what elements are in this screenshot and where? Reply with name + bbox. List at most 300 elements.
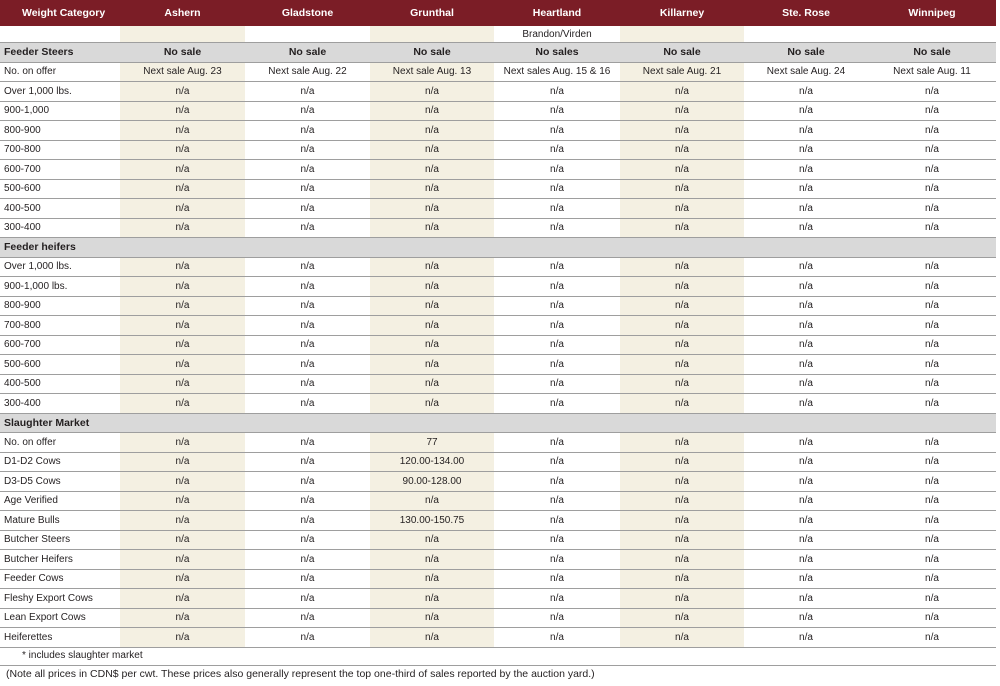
header-row bbox=[0, 0, 996, 26]
section-status-cell bbox=[868, 238, 996, 258]
price-cell-grunthal: n/a bbox=[370, 199, 494, 219]
price-cell-heartland: n/a bbox=[494, 452, 620, 472]
table-row bbox=[0, 335, 996, 355]
section-status-cell bbox=[744, 413, 868, 433]
price-cell-ste-rose: n/a bbox=[744, 316, 868, 336]
price-cell-gladstone: n/a bbox=[245, 374, 370, 394]
price-cell-killarney: n/a bbox=[620, 472, 744, 492]
row-label: 900-1,000 lbs. bbox=[0, 277, 120, 297]
row-label: Heiferettes bbox=[0, 628, 120, 648]
price-cell-killarney: n/a bbox=[620, 433, 744, 453]
row-label: 300-400 bbox=[0, 218, 120, 238]
section-status-cell: No sale bbox=[370, 43, 494, 63]
price-cell-gladstone: n/a bbox=[245, 589, 370, 609]
price-cell-ste-rose: n/a bbox=[744, 121, 868, 141]
footnote: * includes slaughter market bbox=[22, 650, 143, 661]
price-cell-killarney: n/a bbox=[620, 394, 744, 414]
price-cell-gladstone: n/a bbox=[245, 511, 370, 531]
row-label: 600-700 bbox=[0, 160, 120, 180]
price-cell-gladstone: n/a bbox=[245, 550, 370, 570]
price-cell-ashern: n/a bbox=[120, 530, 245, 550]
price-cell-winnipeg: n/a bbox=[868, 277, 996, 297]
table-row bbox=[0, 511, 996, 531]
price-cell-gladstone: n/a bbox=[245, 296, 370, 316]
section-status-cell bbox=[494, 413, 620, 433]
header-killarney: Killarney bbox=[620, 0, 744, 26]
price-cell-heartland: n/a bbox=[494, 335, 620, 355]
price-cell-ashern: n/a bbox=[120, 628, 245, 648]
table-row bbox=[0, 199, 996, 219]
price-cell-ashern: n/a bbox=[120, 140, 245, 160]
price-cell-grunthal: n/a bbox=[370, 355, 494, 375]
price-cell-grunthal: n/a bbox=[370, 394, 494, 414]
price-cell-gladstone: n/a bbox=[245, 121, 370, 141]
price-cell-winnipeg: n/a bbox=[868, 218, 996, 238]
price-cell-killarney: n/a bbox=[620, 628, 744, 648]
price-cell-grunthal: Next sale Aug. 13 bbox=[370, 62, 494, 82]
price-cell-winnipeg: Next sale Aug. 11 bbox=[868, 62, 996, 82]
price-cell-winnipeg: n/a bbox=[868, 140, 996, 160]
price-cell-heartland: n/a bbox=[494, 218, 620, 238]
price-cell-gladstone: n/a bbox=[245, 218, 370, 238]
price-cell-gladstone: n/a bbox=[245, 569, 370, 589]
section-status-cell bbox=[868, 413, 996, 433]
price-cell-grunthal: n/a bbox=[370, 82, 494, 102]
header-heartland: Heartland bbox=[494, 0, 620, 26]
price-cell-heartland: n/a bbox=[494, 511, 620, 531]
header-grunthal: Grunthal bbox=[370, 0, 494, 26]
subheader-cell bbox=[0, 26, 120, 43]
price-cell-ste-rose: n/a bbox=[744, 491, 868, 511]
price-cell-winnipeg: n/a bbox=[868, 257, 996, 277]
price-cell-killarney: n/a bbox=[620, 355, 744, 375]
price-cell-winnipeg: n/a bbox=[868, 160, 996, 180]
price-cell-heartland: n/a bbox=[494, 277, 620, 297]
price-cell-gladstone: n/a bbox=[245, 101, 370, 121]
price-cell-grunthal: n/a bbox=[370, 374, 494, 394]
row-label: 300-400 bbox=[0, 394, 120, 414]
price-cell-gladstone: n/a bbox=[245, 452, 370, 472]
header-weight-category: Weight Category bbox=[0, 0, 120, 26]
price-cell-winnipeg: n/a bbox=[868, 608, 996, 628]
table-row bbox=[0, 296, 996, 316]
price-cell-winnipeg: n/a bbox=[868, 82, 996, 102]
section-header-feeder-steers bbox=[0, 43, 996, 63]
table-row bbox=[0, 62, 996, 82]
table-row bbox=[0, 452, 996, 472]
footer-divider bbox=[0, 665, 996, 666]
subheader-cell bbox=[620, 26, 744, 43]
price-cell-ste-rose: n/a bbox=[744, 277, 868, 297]
price-cell-heartland: n/a bbox=[494, 121, 620, 141]
price-cell-ste-rose: n/a bbox=[744, 550, 868, 570]
price-cell-ste-rose: n/a bbox=[744, 355, 868, 375]
price-cell-ste-rose: n/a bbox=[744, 530, 868, 550]
price-cell-ashern: n/a bbox=[120, 452, 245, 472]
table-row bbox=[0, 433, 996, 453]
price-cell-ste-rose: n/a bbox=[744, 140, 868, 160]
header-gladstone: Gladstone bbox=[245, 0, 370, 26]
price-cell-winnipeg: n/a bbox=[868, 472, 996, 492]
subheader-cell bbox=[744, 26, 868, 43]
price-cell-winnipeg: n/a bbox=[868, 511, 996, 531]
row-label: Butcher Steers bbox=[0, 530, 120, 550]
price-cell-heartland: n/a bbox=[494, 374, 620, 394]
row-label: Feeder Cows bbox=[0, 569, 120, 589]
price-cell-ste-rose: n/a bbox=[744, 628, 868, 648]
price-cell-ste-rose: n/a bbox=[744, 433, 868, 453]
price-cell-gladstone: n/a bbox=[245, 179, 370, 199]
table-row bbox=[0, 550, 996, 570]
price-cell-killarney: n/a bbox=[620, 101, 744, 121]
price-cell-grunthal: n/a bbox=[370, 179, 494, 199]
price-cell-gladstone: n/a bbox=[245, 491, 370, 511]
price-cell-ste-rose: n/a bbox=[744, 179, 868, 199]
price-cell-heartland: n/a bbox=[494, 433, 620, 453]
table-row bbox=[0, 101, 996, 121]
price-cell-killarney: n/a bbox=[620, 160, 744, 180]
price-cell-killarney: n/a bbox=[620, 199, 744, 219]
price-cell-grunthal: n/a bbox=[370, 569, 494, 589]
table-row bbox=[0, 374, 996, 394]
section-status-cell: No sale bbox=[120, 43, 245, 63]
price-cell-ste-rose: n/a bbox=[744, 257, 868, 277]
row-label: 700-800 bbox=[0, 140, 120, 160]
price-cell-heartland: n/a bbox=[494, 160, 620, 180]
price-cell-ste-rose: n/a bbox=[744, 296, 868, 316]
price-cell-ashern: n/a bbox=[120, 82, 245, 102]
subheader-row bbox=[0, 26, 996, 43]
row-label: No. on offer bbox=[0, 62, 120, 82]
price-cell-winnipeg: n/a bbox=[868, 530, 996, 550]
row-label: 400-500 bbox=[0, 374, 120, 394]
price-cell-winnipeg: n/a bbox=[868, 199, 996, 219]
price-cell-heartland: n/a bbox=[494, 101, 620, 121]
price-cell-grunthal: n/a bbox=[370, 316, 494, 336]
price-cell-ashern: n/a bbox=[120, 257, 245, 277]
price-cell-ashern: n/a bbox=[120, 199, 245, 219]
row-label: Over 1,000 lbs. bbox=[0, 82, 120, 102]
price-cell-heartland: n/a bbox=[494, 608, 620, 628]
price-cell-gladstone: n/a bbox=[245, 277, 370, 297]
price-cell-ashern: n/a bbox=[120, 608, 245, 628]
table-body bbox=[0, 43, 996, 648]
price-cell-grunthal: n/a bbox=[370, 589, 494, 609]
section-title: Feeder heifers bbox=[0, 238, 120, 258]
price-cell-winnipeg: n/a bbox=[868, 394, 996, 414]
subheader-cell bbox=[868, 26, 996, 43]
price-cell-grunthal: n/a bbox=[370, 335, 494, 355]
price-cell-winnipeg: n/a bbox=[868, 589, 996, 609]
price-cell-ste-rose: n/a bbox=[744, 569, 868, 589]
section-status-cell bbox=[120, 413, 245, 433]
price-cell-heartland: n/a bbox=[494, 296, 620, 316]
price-cell-heartland: n/a bbox=[494, 257, 620, 277]
table-row bbox=[0, 394, 996, 414]
price-cell-grunthal: n/a bbox=[370, 608, 494, 628]
price-cell-gladstone: n/a bbox=[245, 140, 370, 160]
price-cell-heartland: n/a bbox=[494, 179, 620, 199]
price-cell-ste-rose: n/a bbox=[744, 82, 868, 102]
price-cell-heartland: n/a bbox=[494, 530, 620, 550]
price-cell-ste-rose: n/a bbox=[744, 608, 868, 628]
price-cell-killarney: n/a bbox=[620, 140, 744, 160]
row-label: Age Verified bbox=[0, 491, 120, 511]
price-cell-killarney: n/a bbox=[620, 452, 744, 472]
header-ste-rose: Ste. Rose bbox=[744, 0, 868, 26]
price-cell-killarney: n/a bbox=[620, 218, 744, 238]
section-header-slaughter-market bbox=[0, 413, 996, 433]
section-header-feeder-heifers bbox=[0, 238, 996, 258]
subheader-cell bbox=[370, 26, 494, 43]
table-row bbox=[0, 472, 996, 492]
price-cell-gladstone: n/a bbox=[245, 628, 370, 648]
price-cell-killarney: n/a bbox=[620, 374, 744, 394]
price-cell-ste-rose: n/a bbox=[744, 511, 868, 531]
price-cell-winnipeg: n/a bbox=[868, 491, 996, 511]
row-label: 400-500 bbox=[0, 199, 120, 219]
row-label: D1-D2 Cows bbox=[0, 452, 120, 472]
price-cell-gladstone: n/a bbox=[245, 472, 370, 492]
price-cell-winnipeg: n/a bbox=[868, 121, 996, 141]
table-row bbox=[0, 140, 996, 160]
section-status-cell: No sale bbox=[245, 43, 370, 63]
price-cell-killarney: n/a bbox=[620, 121, 744, 141]
price-cell-heartland: n/a bbox=[494, 569, 620, 589]
price-cell-killarney: n/a bbox=[620, 316, 744, 336]
row-label: Mature Bulls bbox=[0, 511, 120, 531]
price-cell-ste-rose: n/a bbox=[744, 374, 868, 394]
price-cell-gladstone: n/a bbox=[245, 608, 370, 628]
price-note: (Note all prices in CDN$ per cwt. These prices also generally represent the top one-third of sales reported by the auction yard.) bbox=[6, 668, 595, 680]
price-cell-heartland: n/a bbox=[494, 316, 620, 336]
price-cell-killarney: n/a bbox=[620, 589, 744, 609]
section-status-cell bbox=[744, 238, 868, 258]
price-cell-gladstone: Next sale Aug. 22 bbox=[245, 62, 370, 82]
row-label: 800-900 bbox=[0, 296, 120, 316]
price-cell-ste-rose: n/a bbox=[744, 160, 868, 180]
row-label: 900-1,000 bbox=[0, 101, 120, 121]
table-row bbox=[0, 179, 996, 199]
price-cell-ashern: n/a bbox=[120, 121, 245, 141]
section-status-cell: No sale bbox=[620, 43, 744, 63]
row-label: 700-800 bbox=[0, 316, 120, 336]
header-winnipeg: Winnipeg bbox=[868, 0, 996, 26]
price-cell-heartland: n/a bbox=[494, 82, 620, 102]
price-cell-gladstone: n/a bbox=[245, 394, 370, 414]
section-status-cell: No sale bbox=[868, 43, 996, 63]
price-cell-killarney: n/a bbox=[620, 257, 744, 277]
price-cell-ashern: n/a bbox=[120, 394, 245, 414]
price-cell-ashern: n/a bbox=[120, 491, 245, 511]
price-cell-heartland: n/a bbox=[494, 589, 620, 609]
section-status-cell bbox=[245, 413, 370, 433]
price-cell-heartland: n/a bbox=[494, 628, 620, 648]
price-cell-ste-rose: n/a bbox=[744, 472, 868, 492]
price-cell-winnipeg: n/a bbox=[868, 296, 996, 316]
row-label: 500-600 bbox=[0, 179, 120, 199]
price-cell-grunthal: 77 bbox=[370, 433, 494, 453]
price-cell-ste-rose: n/a bbox=[744, 218, 868, 238]
price-cell-grunthal: n/a bbox=[370, 218, 494, 238]
price-cell-gladstone: n/a bbox=[245, 335, 370, 355]
price-cell-ste-rose: n/a bbox=[744, 394, 868, 414]
price-cell-heartland: n/a bbox=[494, 355, 620, 375]
price-cell-grunthal: n/a bbox=[370, 530, 494, 550]
price-cell-heartland: n/a bbox=[494, 472, 620, 492]
price-cell-grunthal: n/a bbox=[370, 628, 494, 648]
price-cell-ste-rose: n/a bbox=[744, 335, 868, 355]
price-cell-killarney: Next sale Aug. 21 bbox=[620, 62, 744, 82]
price-cell-winnipeg: n/a bbox=[868, 550, 996, 570]
price-cell-grunthal: n/a bbox=[370, 491, 494, 511]
price-cell-heartland: Next sales Aug. 15 & 16 bbox=[494, 62, 620, 82]
row-label: Butcher Heifers bbox=[0, 550, 120, 570]
price-cell-grunthal: n/a bbox=[370, 140, 494, 160]
price-cell-killarney: n/a bbox=[620, 179, 744, 199]
subheader-heartland-location: Brandon/Virden bbox=[494, 26, 620, 43]
price-cell-ashern: n/a bbox=[120, 101, 245, 121]
section-status-cell: No sales bbox=[494, 43, 620, 63]
price-cell-killarney: n/a bbox=[620, 491, 744, 511]
price-cell-winnipeg: n/a bbox=[868, 374, 996, 394]
row-label: Lean Export Cows bbox=[0, 608, 120, 628]
section-status-cell bbox=[370, 413, 494, 433]
price-cell-killarney: n/a bbox=[620, 296, 744, 316]
price-cell-gladstone: n/a bbox=[245, 316, 370, 336]
price-cell-ashern: n/a bbox=[120, 433, 245, 453]
price-cell-heartland: n/a bbox=[494, 140, 620, 160]
subheader-cell bbox=[245, 26, 370, 43]
price-cell-gladstone: n/a bbox=[245, 199, 370, 219]
price-cell-winnipeg: n/a bbox=[868, 316, 996, 336]
price-cell-ashern: n/a bbox=[120, 316, 245, 336]
price-cell-heartland: n/a bbox=[494, 491, 620, 511]
price-cell-heartland: n/a bbox=[494, 199, 620, 219]
price-cell-killarney: n/a bbox=[620, 608, 744, 628]
table-row bbox=[0, 316, 996, 336]
section-status-cell bbox=[370, 238, 494, 258]
table-row bbox=[0, 530, 996, 550]
price-cell-ashern: n/a bbox=[120, 550, 245, 570]
section-status-cell bbox=[120, 238, 245, 258]
price-cell-ste-rose: n/a bbox=[744, 101, 868, 121]
price-cell-ashern: n/a bbox=[120, 277, 245, 297]
header-ashern: Ashern bbox=[120, 0, 245, 26]
price-cell-winnipeg: n/a bbox=[868, 101, 996, 121]
price-cell-ste-rose: n/a bbox=[744, 589, 868, 609]
price-cell-grunthal: 90.00-128.00 bbox=[370, 472, 494, 492]
price-cell-killarney: n/a bbox=[620, 569, 744, 589]
table-row bbox=[0, 491, 996, 511]
row-label: No. on offer bbox=[0, 433, 120, 453]
price-cell-ashern: n/a bbox=[120, 335, 245, 355]
row-label: Fleshy Export Cows bbox=[0, 589, 120, 609]
price-cell-ste-rose: n/a bbox=[744, 452, 868, 472]
price-cell-winnipeg: n/a bbox=[868, 335, 996, 355]
table-row bbox=[0, 218, 996, 238]
price-cell-gladstone: n/a bbox=[245, 257, 370, 277]
price-cell-grunthal: 120.00-134.00 bbox=[370, 452, 494, 472]
price-cell-gladstone: n/a bbox=[245, 433, 370, 453]
table-row bbox=[0, 257, 996, 277]
price-cell-winnipeg: n/a bbox=[868, 569, 996, 589]
section-status-cell bbox=[245, 238, 370, 258]
price-cell-grunthal: n/a bbox=[370, 160, 494, 180]
price-cell-grunthal: n/a bbox=[370, 550, 494, 570]
price-cell-ashern: n/a bbox=[120, 160, 245, 180]
price-cell-ashern: n/a bbox=[120, 179, 245, 199]
section-status-cell bbox=[620, 238, 744, 258]
price-cell-winnipeg: n/a bbox=[868, 355, 996, 375]
price-cell-ashern: n/a bbox=[120, 374, 245, 394]
price-cell-gladstone: n/a bbox=[245, 355, 370, 375]
price-cell-ashern: n/a bbox=[120, 472, 245, 492]
row-label: 500-600 bbox=[0, 355, 120, 375]
price-cell-killarney: n/a bbox=[620, 277, 744, 297]
price-cell-winnipeg: n/a bbox=[868, 433, 996, 453]
price-cell-winnipeg: n/a bbox=[868, 452, 996, 472]
table-row bbox=[0, 355, 996, 375]
price-cell-ste-rose: n/a bbox=[744, 199, 868, 219]
price-cell-grunthal: n/a bbox=[370, 101, 494, 121]
price-cell-grunthal: n/a bbox=[370, 277, 494, 297]
row-label: 800-900 bbox=[0, 121, 120, 141]
price-cell-ashern: n/a bbox=[120, 511, 245, 531]
table-row bbox=[0, 277, 996, 297]
subheader-cell bbox=[120, 26, 245, 43]
price-cell-heartland: n/a bbox=[494, 550, 620, 570]
price-cell-ashern: n/a bbox=[120, 589, 245, 609]
price-cell-killarney: n/a bbox=[620, 550, 744, 570]
price-cell-ashern: n/a bbox=[120, 355, 245, 375]
price-cell-killarney: n/a bbox=[620, 335, 744, 355]
price-cell-winnipeg: n/a bbox=[868, 628, 996, 648]
row-label: D3-D5 Cows bbox=[0, 472, 120, 492]
price-cell-gladstone: n/a bbox=[245, 530, 370, 550]
table-row bbox=[0, 82, 996, 102]
price-cell-grunthal: n/a bbox=[370, 257, 494, 277]
price-cell-killarney: n/a bbox=[620, 82, 744, 102]
table-row bbox=[0, 160, 996, 180]
section-status-cell bbox=[494, 238, 620, 258]
table-row bbox=[0, 121, 996, 141]
price-cell-winnipeg: n/a bbox=[868, 179, 996, 199]
section-status-cell bbox=[620, 413, 744, 433]
price-cell-gladstone: n/a bbox=[245, 160, 370, 180]
row-label: 600-700 bbox=[0, 335, 120, 355]
table-row bbox=[0, 569, 996, 589]
table-row bbox=[0, 589, 996, 609]
section-title: Feeder Steers bbox=[0, 43, 120, 63]
price-cell-grunthal: n/a bbox=[370, 121, 494, 141]
price-cell-ashern: n/a bbox=[120, 218, 245, 238]
price-cell-killarney: n/a bbox=[620, 511, 744, 531]
table-row bbox=[0, 628, 996, 648]
section-status-cell: No sale bbox=[744, 43, 868, 63]
price-cell-ste-rose: Next sale Aug. 24 bbox=[744, 62, 868, 82]
price-cell-ashern: n/a bbox=[120, 296, 245, 316]
table-row bbox=[0, 608, 996, 628]
price-cell-grunthal: 130.00-150.75 bbox=[370, 511, 494, 531]
section-title: Slaughter Market bbox=[0, 413, 120, 433]
price-cell-ashern: Next sale Aug. 23 bbox=[120, 62, 245, 82]
row-label: Over 1,000 lbs. bbox=[0, 257, 120, 277]
price-cell-killarney: n/a bbox=[620, 530, 744, 550]
price-cell-grunthal: n/a bbox=[370, 296, 494, 316]
price-cell-ashern: n/a bbox=[120, 569, 245, 589]
price-cell-heartland: n/a bbox=[494, 394, 620, 414]
